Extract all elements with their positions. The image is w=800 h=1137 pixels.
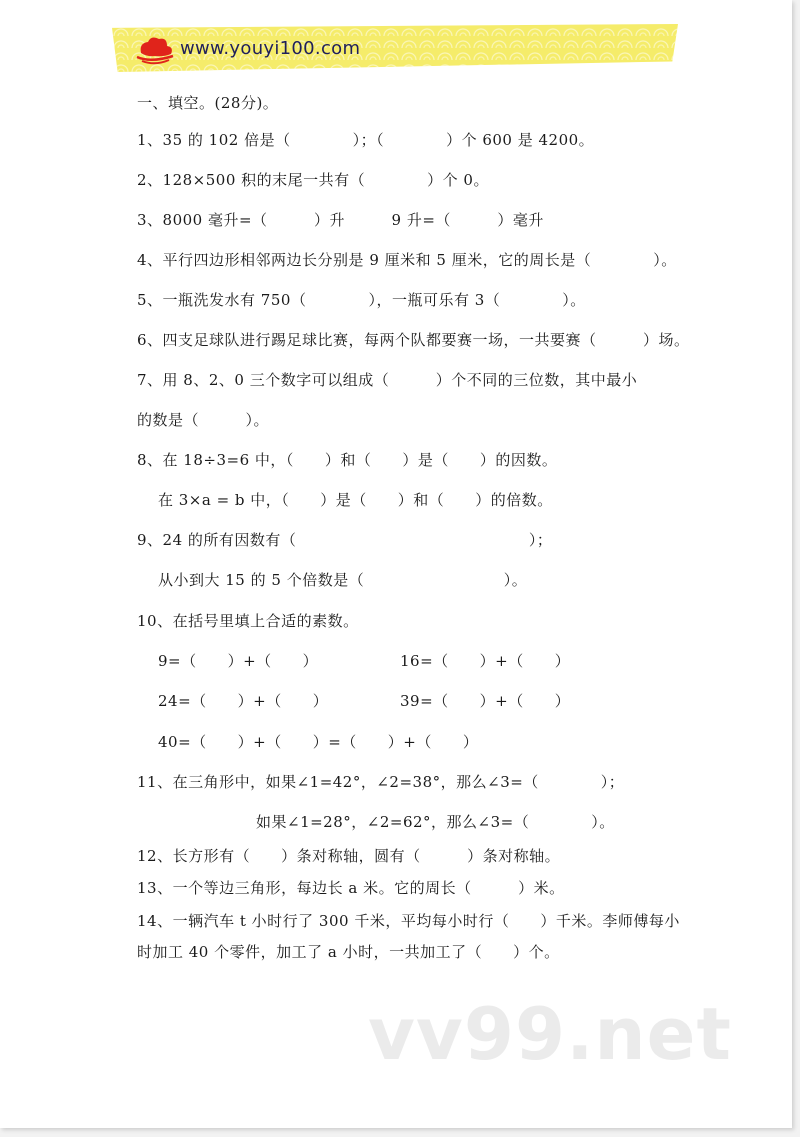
question-6: 6、四支足球队进行踢足球比赛，每两个队都要赛一场，一共要赛（ ）场。 (137, 331, 690, 349)
question-8-line-1: 8、在 18÷3=6 中，（ ）和（ ）是（ ）的因数。 (137, 451, 558, 469)
question-10-row-2-left: 24=（ ）+（ ） (158, 692, 329, 710)
question-10-row-2-right: 39=（ ）+（ ） (400, 692, 571, 710)
question-9-line-2: 从小到大 15 的 5 个倍数是（ ）。 (158, 571, 528, 589)
watermark-text: vv99.net (368, 992, 732, 1076)
question-7-line-1: 7、用 8、2、0 三个数字可以组成（ ）个不同的三位数，其中最小 (137, 371, 638, 389)
question-14-line-2: 时加工 40 个零件，加工了 a 小时，一共加工了（ ）个。 (137, 943, 560, 961)
question-5: 5、一瓶洗发水有 750（ ），一瓶可乐有 3（ ）。 (137, 291, 586, 309)
question-11-line-2: 如果∠1=28°，∠2=62°，那么∠3=（ ）。 (256, 813, 615, 831)
red-cloud-logo-icon (133, 33, 177, 67)
question-12: 12、长方形有（ ）条对称轴，圆有（ ）条对称轴。 (137, 847, 561, 865)
question-7-line-2: 的数是（ ）。 (137, 411, 270, 429)
question-11-line-1: 11、在三角形中，如果∠1=42°，∠2=38°，那么∠3=（ ）； (137, 773, 625, 791)
question-1: 1、35 的 102 倍是（ ）；（ ）个 600 是 4200。 (137, 131, 595, 149)
question-8-line-2: 在 3×a = b 中，（ ）是（ ）和（ ）的倍数。 (158, 491, 553, 509)
site-url-text: www.youyi100.com (180, 38, 361, 59)
question-13: 13、一个等边三角形，每边长 a 米。它的周长（ ）米。 (137, 879, 565, 897)
question-2: 2、128×500 积的末尾一共有（ ）个 0。 (137, 171, 489, 189)
question-4: 4、平行四边形相邻两边长分别是 9 厘米和 5 厘米，它的周长是（ ）。 (137, 251, 677, 269)
question-14-line-1: 14、一辆汽车 t 小时行了 300 千米，平均每小时行（ ）千米。李师傅每小 (137, 912, 680, 930)
question-9-line-1: 9、24 的所有因数有（ ）； (137, 531, 553, 549)
question-10-row-1-left: 9=（ ）+（ ） (158, 652, 319, 670)
question-10: 10、在括号里填上合适的素数。 (137, 612, 359, 630)
question-10-row-1-right: 16=（ ）+（ ） (400, 652, 571, 670)
section-title: 一、填空。(28分)。 (137, 94, 279, 112)
question-3: 3、8000 毫升=（ ）升 9 升=（ ）毫升 (137, 211, 544, 229)
question-10-row-3: 40=（ ）+（ ）=（ ）+（ ） (158, 733, 479, 751)
